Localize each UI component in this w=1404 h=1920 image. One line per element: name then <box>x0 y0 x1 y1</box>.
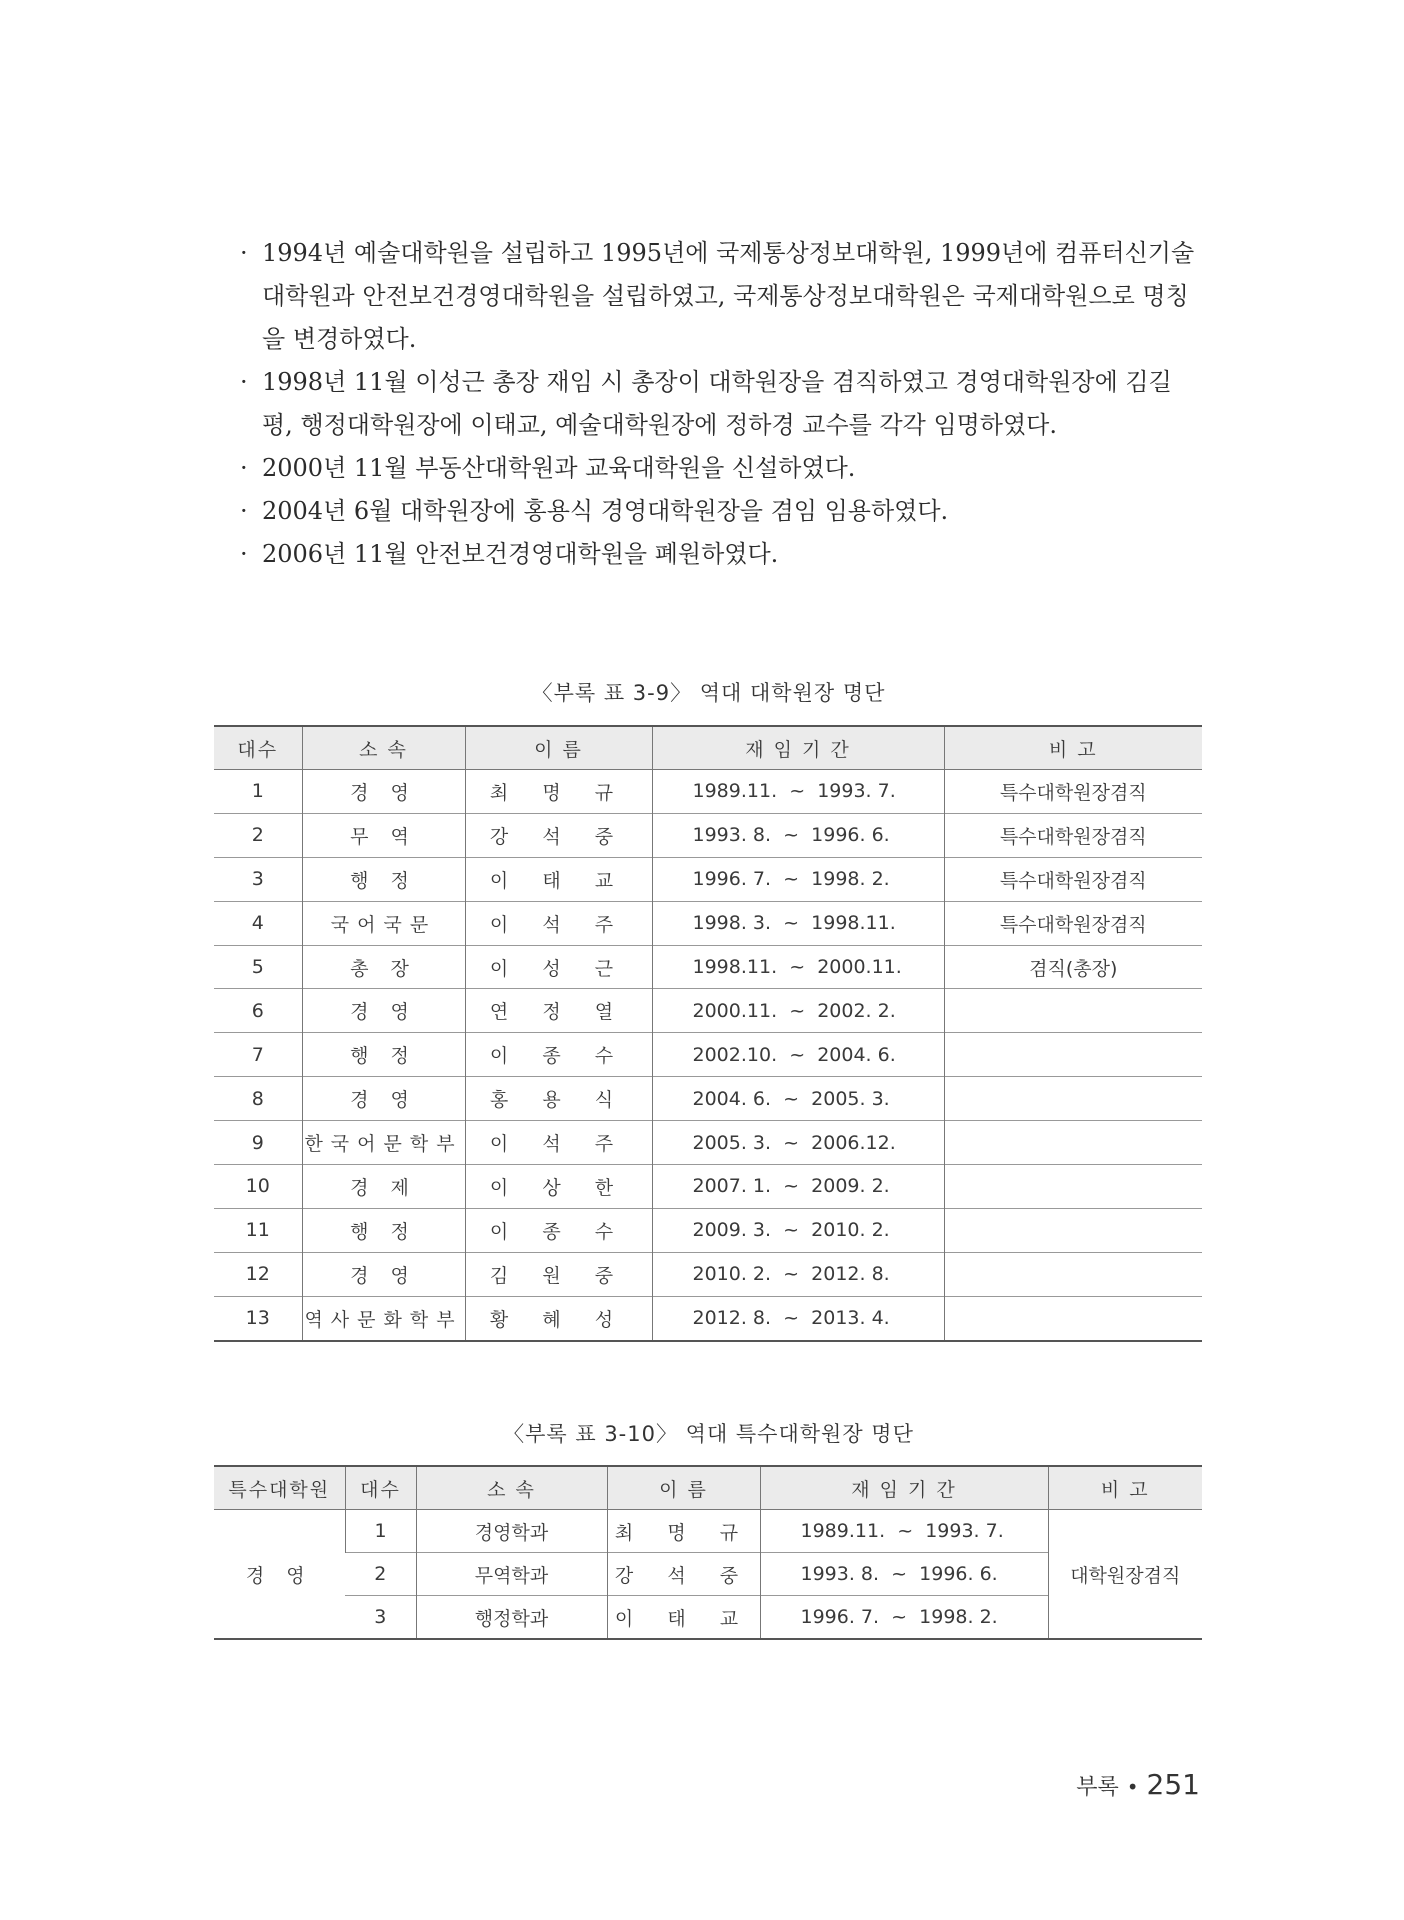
table-row <box>214 989 1202 1033</box>
bullet-list <box>240 232 1200 576</box>
cell: 무 역 <box>302 813 465 857</box>
bullet-item: · 1994년 예술대학원을 설립하고 1995년에 국제통상정보대학원, 1999년에 컴퓨터신기술 대학원과 안전보건경영대학원을 설립하였고, 국제통상정보대학원은 국제대학원으로 명칭을 변경하였다. <box>240 239 1195 353</box>
cell: 2005. 3. ~ 2006.12. <box>652 1121 944 1165</box>
cell: 이 종 수 <box>465 1033 652 1077</box>
table-row <box>214 1165 1202 1209</box>
cell: 1996. 7. ~ 1998. 2. <box>652 857 944 901</box>
table-header-row <box>214 1466 1202 1510</box>
cell: 특수대학원장겸직 <box>944 901 1202 945</box>
table-row <box>214 1121 1202 1165</box>
deans-table <box>214 725 1202 1342</box>
cell: 9 <box>214 1121 302 1165</box>
table-row <box>214 857 1202 901</box>
col-header-graduate-school: 특수대학원 <box>214 1466 345 1510</box>
cell: 경 영 <box>302 1252 465 1296</box>
cell: 5 <box>214 945 302 989</box>
bullet-item: · 2006년 11월 안전보건경영대학원을 폐원하였다. <box>240 540 779 568</box>
cell: 이 태 교 <box>465 857 652 901</box>
table-row <box>214 945 1202 989</box>
cell: 행 정 <box>302 857 465 901</box>
cell: 1998. 3. ~ 1998.11. <box>652 901 944 945</box>
cell: 2007. 1. ~ 2009. 2. <box>652 1165 944 1209</box>
cell: 김 원 중 <box>465 1252 652 1296</box>
cell: 겸직(총장) <box>944 945 1202 989</box>
cell: 경 영 <box>302 1077 465 1121</box>
cell: 경영학과 <box>416 1510 607 1553</box>
special-deans-table <box>214 1465 1202 1640</box>
cell: 총 장 <box>302 945 465 989</box>
table-row <box>214 770 1202 814</box>
cell <box>944 1296 1202 1340</box>
graduate-school-cell: 경 영 <box>214 1510 345 1640</box>
cell: 무역학과 <box>416 1553 607 1596</box>
table-row <box>214 1033 1202 1077</box>
cell <box>944 1208 1202 1252</box>
cell: 11 <box>214 1208 302 1252</box>
cell: 이 석 주 <box>465 1121 652 1165</box>
col-header-tenure: 재 임 기 간 <box>652 726 944 770</box>
col-header-term-no: 대수 <box>345 1466 416 1510</box>
cell: 이 종 수 <box>465 1208 652 1252</box>
cell: 1989.11. ~ 1993. 7. <box>652 770 944 814</box>
cell: 2010. 2. ~ 2012. 8. <box>652 1252 944 1296</box>
page-number: 251 <box>1146 1768 1200 1801</box>
cell: 10 <box>214 1165 302 1209</box>
cell: 1993. 8. ~ 1996. 6. <box>652 813 944 857</box>
table-row <box>214 1208 1202 1252</box>
table-row <box>214 1296 1202 1340</box>
cell <box>944 1252 1202 1296</box>
col-header-term-no: 대수 <box>214 726 302 770</box>
cell: 2 <box>345 1553 416 1596</box>
cell: 12 <box>214 1252 302 1296</box>
cell: 이 상 한 <box>465 1165 652 1209</box>
note-cell: 대학원장겸직 <box>1048 1510 1202 1640</box>
cell: 1 <box>214 770 302 814</box>
cell: 경 영 <box>302 989 465 1033</box>
cell: 2012. 8. ~ 2013. 4. <box>652 1296 944 1340</box>
table-header-row <box>214 726 1202 770</box>
table-row <box>214 1510 1202 1553</box>
cell: 1 <box>345 1510 416 1553</box>
col-header-note: 비 고 <box>1048 1466 1202 1510</box>
cell: 2009. 3. ~ 2010. 2. <box>652 1208 944 1252</box>
footer-label: 부록 <box>1076 1775 1119 1800</box>
cell: 4 <box>214 901 302 945</box>
cell: 2000.11. ~ 2002. 2. <box>652 989 944 1033</box>
col-header-note: 비 고 <box>944 726 1202 770</box>
cell: 7 <box>214 1033 302 1077</box>
cell: 강 석 중 <box>465 813 652 857</box>
cell: 6 <box>214 989 302 1033</box>
deans-table-body <box>214 770 1202 1341</box>
cell: 13 <box>214 1296 302 1340</box>
col-header-affiliation: 소 속 <box>416 1466 607 1510</box>
special-deans-table-body <box>214 1510 1202 1640</box>
cell: 특수대학원장겸직 <box>944 857 1202 901</box>
table-row <box>214 813 1202 857</box>
cell: 홍 용 식 <box>465 1077 652 1121</box>
bullet-item: · 1998년 11월 이성근 총장 재임 시 총장이 대학원장을 겸직하였고 경영대학원장에 김길평, 행정대학원장에 이태교, 예술대학원장에 정하경 교수를 각각 임명하였다. <box>240 368 1172 439</box>
cell: 행 정 <box>302 1033 465 1077</box>
cell <box>944 989 1202 1033</box>
cell: 2004. 6. ~ 2005. 3. <box>652 1077 944 1121</box>
col-header-affiliation: 소 속 <box>302 726 465 770</box>
cell: 한국어문학부 <box>302 1121 465 1165</box>
footer-separator: • <box>1126 1775 1139 1799</box>
cell: 경 제 <box>302 1165 465 1209</box>
cell: 행 정 <box>302 1208 465 1252</box>
cell: 연 정 열 <box>465 989 652 1033</box>
cell: 3 <box>345 1596 416 1640</box>
table-row <box>214 1077 1202 1121</box>
col-header-tenure: 재 임 기 간 <box>760 1466 1048 1510</box>
cell: 3 <box>214 857 302 901</box>
cell: 역사문화학부 <box>302 1296 465 1340</box>
table1-caption: 〈부록 표 3-9〉 역대 대학원장 명단 <box>531 681 886 705</box>
bullet-item: · 2004년 6월 대학원장에 홍용식 경영대학원장을 겸임 임용하였다. <box>240 497 949 525</box>
cell: 최 명 규 <box>465 770 652 814</box>
cell: 황 혜 성 <box>465 1296 652 1340</box>
cell: 이 태 교 <box>607 1596 760 1640</box>
cell: 특수대학원장겸직 <box>944 813 1202 857</box>
cell <box>944 1033 1202 1077</box>
cell: 행정학과 <box>416 1596 607 1640</box>
cell <box>944 1121 1202 1165</box>
cell: 이 석 주 <box>465 901 652 945</box>
cell: 이 성 근 <box>465 945 652 989</box>
cell: 최 명 규 <box>607 1510 760 1553</box>
table-row <box>214 901 1202 945</box>
cell: 경 영 <box>302 770 465 814</box>
cell: 2002.10. ~ 2004. 6. <box>652 1033 944 1077</box>
page-footer <box>1076 1768 1200 1801</box>
cell: 1998.11. ~ 2000.11. <box>652 945 944 989</box>
col-header-name: 이 름 <box>465 726 652 770</box>
cell <box>944 1165 1202 1209</box>
cell: 특수대학원장겸직 <box>944 770 1202 814</box>
cell <box>944 1077 1202 1121</box>
table2-caption: 〈부록 표 3-10〉 역대 특수대학원장 명단 <box>503 1422 914 1446</box>
bullet-item: · 2000년 11월 부동산대학원과 교육대학원을 신설하였다. <box>240 454 856 482</box>
col-header-name: 이 름 <box>607 1466 760 1510</box>
cell: 1989.11. ~ 1993. 7. <box>760 1510 1048 1553</box>
cell: 2 <box>214 813 302 857</box>
table-row <box>214 1252 1202 1296</box>
cell: 국어국문 <box>302 901 465 945</box>
cell: 8 <box>214 1077 302 1121</box>
cell: 1996. 7. ~ 1998. 2. <box>760 1596 1048 1640</box>
cell: 1993. 8. ~ 1996. 6. <box>760 1553 1048 1596</box>
cell: 강 석 중 <box>607 1553 760 1596</box>
